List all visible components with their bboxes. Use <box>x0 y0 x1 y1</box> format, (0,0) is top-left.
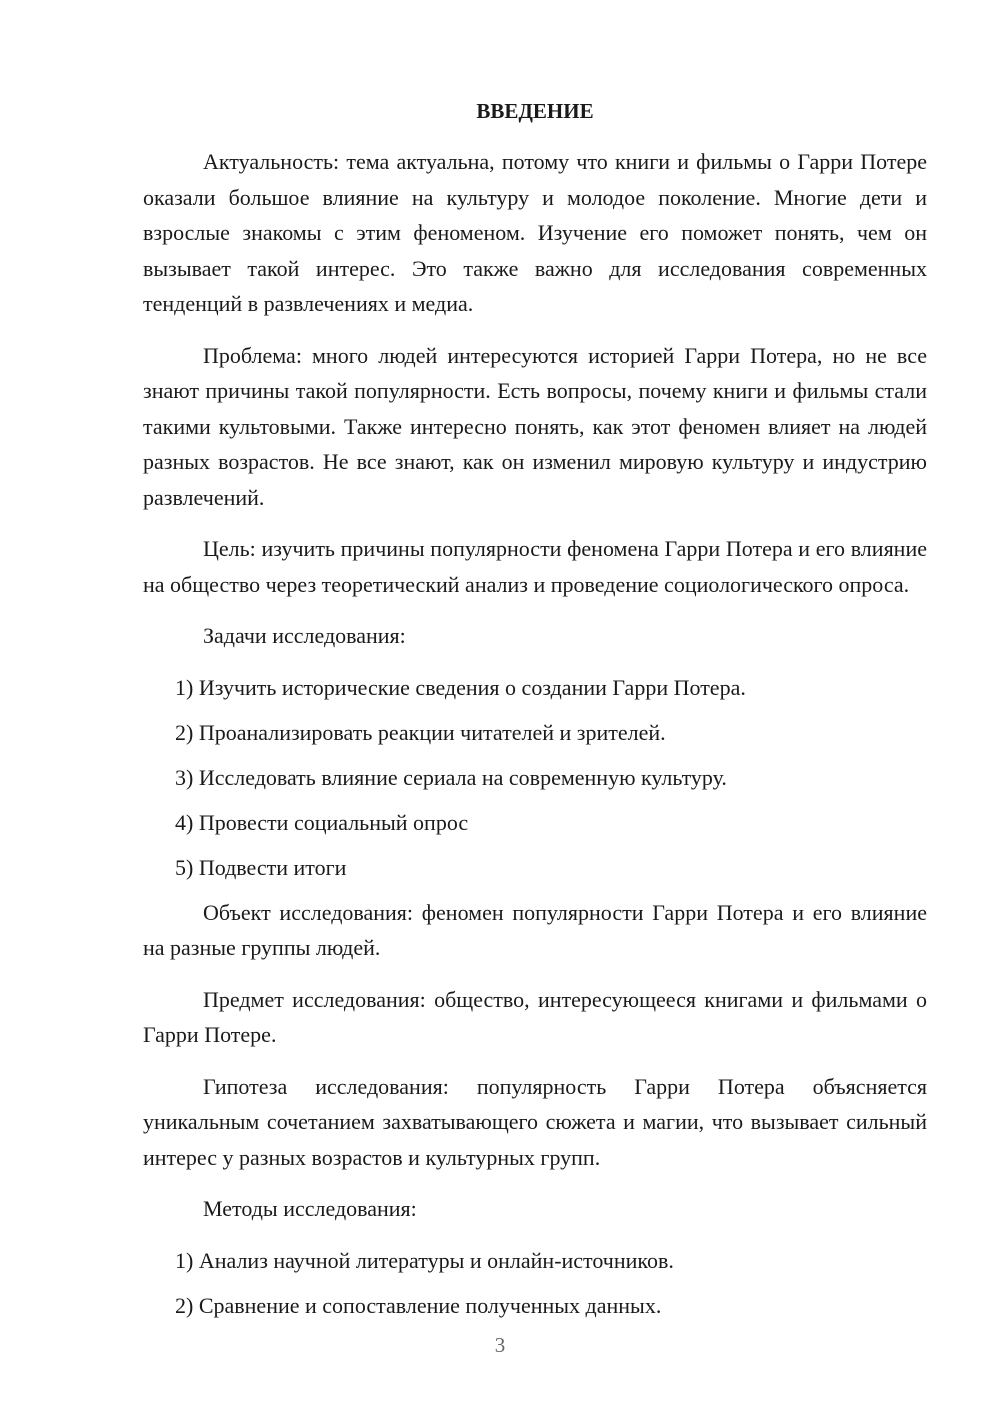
document-body <box>143 96 927 1333</box>
page-number: 3 <box>494 1333 506 1357</box>
section-title: ВВЕДЕНИЕ <box>476 99 594 123</box>
tasks-list <box>143 670 927 886</box>
list-item: 1) Изучить исторические сведения о создании Гарри Потера. <box>175 674 746 700</box>
list-item: 4) Провести социальный опрос <box>175 809 469 835</box>
tasks-intro: Задачи исследования: <box>203 623 406 648</box>
goal-paragraph: Цель: изучить причины популярности феномена Гарри Потера и его влияние на общество через теоретический анализ и проведение социологического опроса. <box>143 536 927 597</box>
relevance-paragraph: Актуальность: тема актуальна, потому что книги и фильмы о Гарри Потере оказали большое влияние на культуру и молодое поколение. Многие дети и взрослые знакомы с этим феноменом. Изучение его поможет понять, чем он вызывает такой интерес. Это также важно для исследования современных тенденций в развлечениях и медиа. <box>143 149 927 316</box>
list-item: 1) Анализ научной литературы и онлайн-источников. <box>175 1247 674 1273</box>
hypothesis-paragraph: Гипотеза исследования: популярность Гарри Потера объясняется уникальным сочетанием захватывающего сюжета и магии, что вызывает сильный интерес у разных возрастов и культурных групп. <box>143 1073 927 1170</box>
list-item: 3) Исследовать влияние сериала на современную культуру. <box>175 764 727 790</box>
list-item: 5) Подвести итоги <box>175 854 347 880</box>
object-paragraph: Объект исследования: феномен популярности Гарри Потера и его влияние на разные группы людей. <box>143 899 927 960</box>
methods-intro: Методы исследования: <box>203 1196 417 1221</box>
problem-paragraph: Проблема: много людей интересуются историей Гарри Потера, но не все знают причины такой популярности. Есть вопросы, почему книги и фильмы стали такими культовыми. Также интересно понять, как этот феномен влияет на людей разных возрастов. Не все знают, как он изменил мировую культуру и индустрию развлечений. <box>143 342 927 510</box>
list-item: 2) Проанализировать реакции читателей и зрителей. <box>175 719 666 745</box>
subject-paragraph: Предмет исследования: общество, интересующееся книгами и фильмами о Гарри Потере. <box>143 986 927 1047</box>
list-item: 2) Сравнение и сопоставление полученных данных. <box>175 1292 662 1318</box>
methods-list <box>143 1243 927 1324</box>
